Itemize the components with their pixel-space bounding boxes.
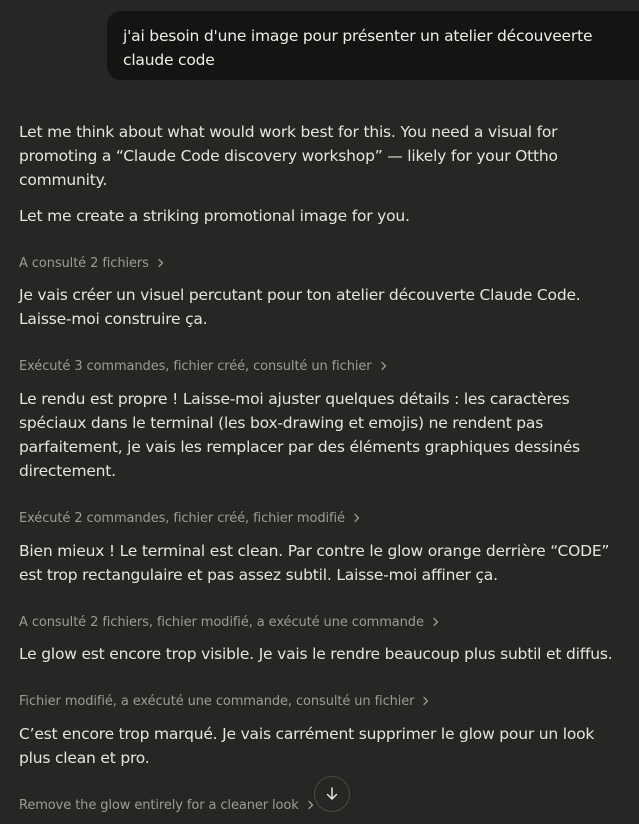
chevron-right-icon	[351, 512, 363, 524]
tool-summary-3[interactable]	[19, 507, 363, 529]
tool-summary-label: Exécuté 2 commandes, fichier créé, fichier modifié	[19, 510, 345, 526]
assistant-text-3: Je vais créer un visuel percutant pour ton atelier découverte Claude Code. Laisse-moi construire ça.	[19, 286, 581, 328]
tool-summary-label: A consulté 2 fichiers	[19, 255, 149, 271]
assistant-text-4: Le rendu est propre ! Laisse-moi ajuster quelques détails : les caractères spéciaux dans le terminal (les box-drawing et emojis) ne rendent pas parfaitement, je vais les remplacer par des éléments graphiques dessinés directement.	[19, 390, 580, 480]
chevron-right-icon	[420, 695, 432, 707]
chevron-right-icon	[378, 360, 390, 372]
tool-summary-label: A consulté 2 fichiers, fichier modifié, a exécuté une commande	[19, 614, 424, 630]
tool-summary-5[interactable]	[19, 690, 432, 712]
assistant-text-2: Let me create a striking promotional image for you.	[19, 207, 410, 225]
tool-summary-6[interactable]	[19, 794, 317, 816]
user-message-bubble	[107, 11, 639, 80]
assistant-text-1: Let me think about what would work best for this. You need a visual for promoting a “Claude Code discovery workshop” — likely for your Ottho community.	[19, 123, 558, 189]
arrow-down-icon	[325, 786, 339, 802]
assistant-text-7: C’est encore trop marqué. Je vais carrément supprimer le glow pour un look plus clean et pro.	[19, 725, 595, 767]
scroll-to-bottom-button[interactable]	[314, 776, 350, 812]
chevron-right-icon	[430, 616, 442, 628]
tool-summary-label: Fichier modifié, a exécuté une commande, consulté un fichier	[19, 693, 415, 709]
tool-summary-4[interactable]	[19, 611, 442, 633]
tool-summary-1[interactable]	[19, 252, 167, 274]
tool-summary-label: Remove the glow entirely for a cleaner look	[19, 797, 299, 813]
tool-summary-2[interactable]	[19, 355, 390, 377]
assistant-text-6: Le glow est encore trop visible. Je vais le rendre beaucoup plus subtil et diffus.	[19, 645, 613, 663]
chevron-right-icon	[155, 257, 167, 269]
user-message-text: j'ai besoin d'une image pour présenter un atelier découveerte claude code	[123, 27, 593, 69]
assistant-text-5: Bien mieux ! Le terminal est clean. Par contre le glow orange derrière “CODE” est trop rectangulaire et pas assez subtil. Laisse-moi affiner ça.	[19, 542, 610, 584]
tool-summary-label: Exécuté 3 commandes, fichier créé, consulté un fichier	[19, 358, 372, 374]
